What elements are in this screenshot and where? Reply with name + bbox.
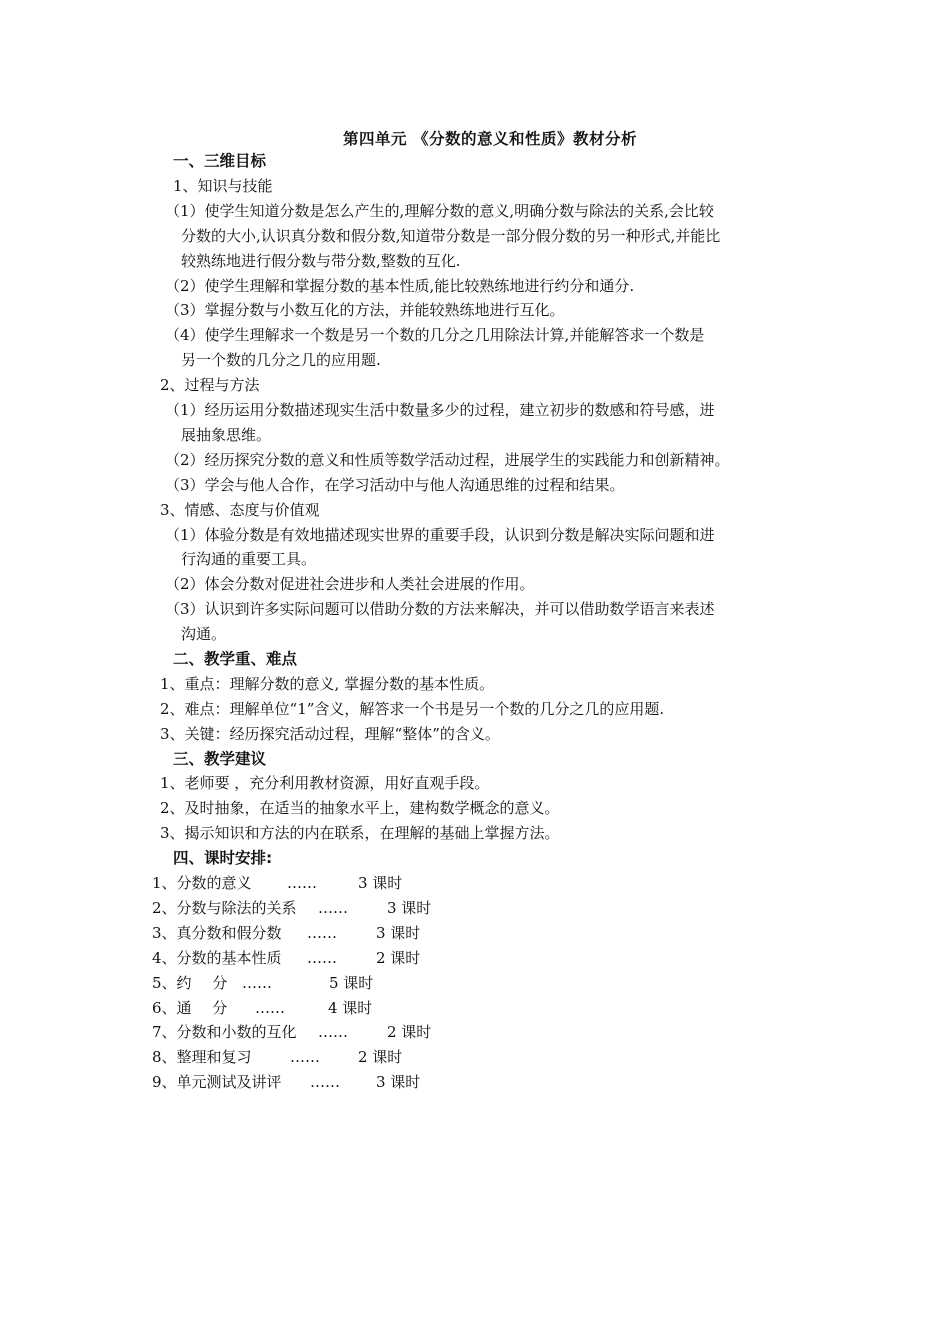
schedule-row: [152, 873, 403, 893]
paragraph-line: （1）经历运用分数描述现实生活中数量多少的过程，建立初步的数感和符号感，进: [165, 401, 715, 419]
schedule-item-name: 4、分数的基本性质: [152, 949, 282, 967]
list-item: 1、老师要 ，充分利用教材资源，用好直观手段。: [160, 774, 490, 792]
schedule-hours: 3 课时: [376, 1073, 421, 1091]
list-item: 2、难点：理解单位“1”含义，解答求一个书是另一个数的几分之几的应用题.: [160, 700, 665, 718]
paragraph-line: 另一个数的几分之几的应用题.: [181, 351, 381, 369]
paragraph-line: （4）使学生理解求一个数是另一个数的几分之几用除法计算,并能解答求一个数是: [165, 326, 705, 344]
section-heading-goals: 一、三维目标: [173, 152, 267, 170]
paragraph-line: （3）认识到许多实际问题可以借助分数的方法来解决，并可以借助数学语言来表述: [165, 600, 715, 618]
schedule-item-name: 7、分数和小数的互化: [152, 1023, 297, 1041]
list-item: 3、揭示知识和方法的内在联系，在理解的基础上掌握方法。: [160, 824, 560, 842]
schedule-row: [152, 923, 421, 943]
section-heading-key-points: 二、教学重、难点: [173, 650, 298, 668]
document-title: 第四单元 《分数的意义和性质》教材分析: [343, 130, 637, 148]
schedule-item-name: 1、分数的意义: [152, 874, 252, 892]
schedule-hours: 4 课时: [328, 999, 373, 1017]
paragraph-line: （2）使学生理解和掌握分数的基本性质,能比较熟练地进行约分和通分.: [165, 277, 635, 295]
schedule-hours: 3 课时: [358, 874, 403, 892]
schedule-hours: 3 课时: [387, 899, 432, 917]
schedule-dots: ……: [307, 949, 337, 967]
schedule-row: [152, 948, 421, 968]
schedule-dots: ……: [318, 899, 348, 917]
subheading-values: 3、情感、态度与价值观: [160, 501, 320, 519]
schedule-dots: ……: [242, 974, 272, 992]
paragraph-line: （2）经历探究分数的意义和性质等数学活动过程，进展学生的实践能力和创新精神。: [165, 451, 730, 469]
schedule-dots: ……: [290, 1048, 320, 1066]
paragraph-line: （3）掌握分数与小数互化的方法，并能较熟练地进行互化。: [165, 301, 565, 319]
paragraph-line: 较熟练地进行假分数与带分数,整数的互化.: [181, 252, 461, 270]
subheading-knowledge: 1、知识与技能: [173, 177, 273, 195]
paragraph-line: 沟通。: [181, 625, 227, 643]
schedule-dots: ……: [287, 874, 317, 892]
schedule-item-name: 3、真分数和假分数: [152, 924, 282, 942]
schedule-item-name: 5、约 分: [152, 974, 228, 992]
list-item: 3、关键：经历探究活动过程，理解“整体”的含义。: [160, 725, 500, 743]
subheading-process: 2、过程与方法: [160, 376, 260, 394]
paragraph-line: （3）学会与他人合作，在学习活动中与他人沟通思维的过程和结果。: [165, 476, 625, 494]
schedule-row: [152, 1072, 421, 1092]
list-item: 1、重点：理解分数的意义, 掌握分数的基本性质。: [160, 675, 495, 693]
schedule-row: [152, 898, 432, 918]
list-item: 2、及时抽象，在适当的抽象水平上，建构数学概念的意义。: [160, 799, 560, 817]
paragraph-line: （1）使学生知道分数是怎么产生的,理解分数的意义,明确分数与除法的关系,会比较: [165, 202, 714, 220]
section-heading-schedule: 四、课时安排:: [173, 849, 273, 867]
schedule-item-name: 6、通 分: [152, 999, 228, 1017]
schedule-item-name: 2、分数与除法的关系: [152, 899, 297, 917]
schedule-dots: ……: [310, 1073, 340, 1091]
schedule-hours: 2 课时: [376, 949, 421, 967]
schedule-item-name: 8、整理和复习: [152, 1048, 252, 1066]
schedule-hours: 2 课时: [387, 1023, 432, 1041]
schedule-row: [152, 973, 374, 993]
schedule-item-name: 9、单元测试及讲评: [152, 1073, 282, 1091]
schedule-row: [152, 998, 373, 1018]
paragraph-line: （1）体验分数是有效地描述现实世界的重要手段，认识到分数是解决实际问题和进: [165, 526, 715, 544]
schedule-dots: ……: [255, 999, 285, 1017]
schedule-row: [152, 1047, 403, 1067]
section-heading-suggestions: 三、教学建议: [173, 750, 267, 768]
paragraph-line: 行沟通的重要工具。: [181, 550, 317, 568]
paragraph-line: 展抽象思维。: [181, 426, 272, 444]
schedule-hours: 3 课时: [376, 924, 421, 942]
paragraph-line: 分数的大小,认识真分数和假分数,知道带分数是一部分假分数的另一种形式,并能比: [181, 227, 721, 245]
schedule-dots: ……: [307, 924, 337, 942]
paragraph-line: （2）体会分数对促进社会进步和人类社会进展的作用。: [165, 575, 535, 593]
schedule-row: [152, 1022, 432, 1042]
schedule-dots: ……: [318, 1023, 348, 1041]
schedule-hours: 5 课时: [329, 974, 374, 992]
schedule-hours: 2 课时: [358, 1048, 403, 1066]
